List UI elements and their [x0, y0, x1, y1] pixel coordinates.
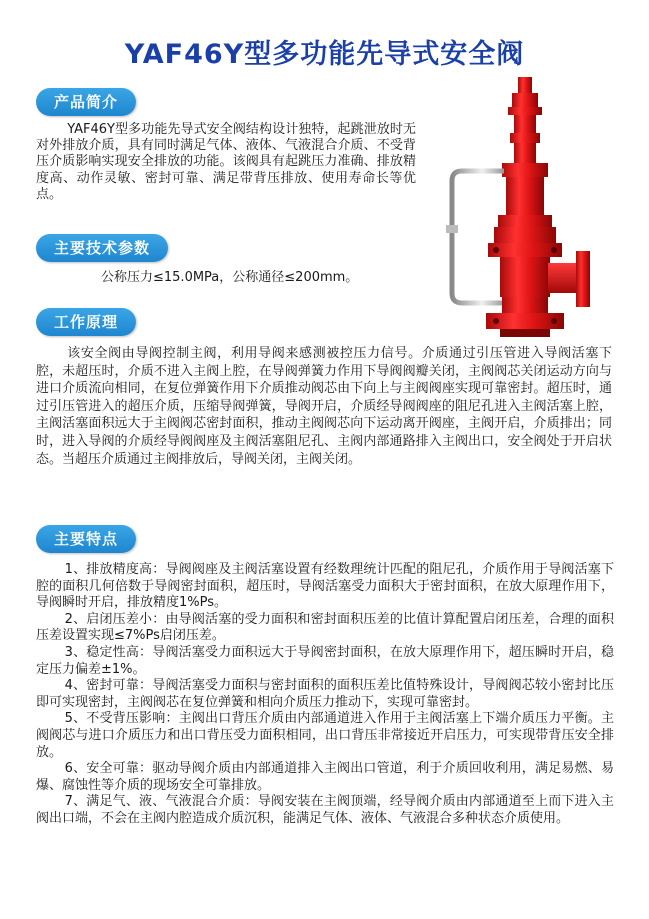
section-heading-params: 主要技术参数 — [36, 234, 168, 262]
feature-item: 4、密封可靠：导阀活塞受力面积与密封面积的面积压差比值特殊设计，导阀阀芯较小密封比压即可实现密封，主阀阀芯在复位弹簧和相向介质压力推动下，实现可靠密封。 — [36, 678, 614, 710]
safety-valve-image — [440, 75, 635, 340]
feature-item: 1、排放精度高：导阀阀座及主阀活塞设置有经数理统计匹配的阻尼孔，介质作用于导阀活塞下腔的面积几何倍数于导阀密封面积，超压时，导阀活塞受力面积大于密封面积，在放大原理作用下，导阀瞬时开启，排放精度1%Ps。 — [36, 562, 614, 611]
section-heading-features: 主要特点 — [36, 525, 136, 553]
principle-text: 该安全阀由导阀控制主阀，利用导阀来感测被控压力信号。介质通过引压管进入导阀活塞下腔，未超压时，介质不进入主阀上腔，在导阀弹簧力作用下导阀阀瓣关闭，主阀阀芯关闭运动方向与进口介质流向相同，在复位弹簧作用下介质推动阀芯由下向上与主阀阀座实现可靠密封。超压时，通过引压管进入的超压介质，压缩导阀弹簧，导阀开启，介质经导阀阀座的阻尼孔进入主阀活塞上腔，主阀活塞面积远大于主阀阀芯密封面积，推动主阀阀芯向下运动离开阀座，主阀开启，介质排出；同时，进入导阀的介质经导阀阀座及主阀活塞阻尼孔、主阀内部通路排入主阀出口，安全阀处于开启状态。当超压介质通过主阀排放后，导阀关闭，主阀关闭。 — [36, 346, 612, 467]
section-heading-intro: 产品简介 — [36, 88, 136, 116]
feature-item: 6、安全可靠：驱动导阀介质由内部通道排入主阀出口管道，利于介质回收利用，满足易燃、易爆、腐蚀性等介质的现场安全可靠排放。 — [36, 761, 614, 793]
feature-item: 3、稳定性高：导阀活塞受力面积远大于导阀密封面积，在放大原理作用下，超压瞬时开启，稳定压力偏差±1%。 — [36, 644, 614, 677]
section-heading-principle: 工作原理 — [36, 308, 136, 336]
feature-item: 2、启闭压差小：由导阀活塞的受力面积和密封面积压差的比值计算配置启闭压差，合理的面积压差设置实现≤7%Ps启闭压差。 — [36, 611, 614, 644]
features-list — [36, 562, 614, 828]
page-title: YAF46Y型多功能先导式安全阀 — [124, 39, 525, 70]
intro-text: YAF46Y型多功能先导式安全阀结构设计独特，起跳泄放时无对外排放介质，具有同时满足气体、液体、气液混合介质、不受背压介质影响实现安全排放的功能。该阀具有起跳压力准确、排放精度高、动作灵敏、密封可靠、满足带背压排放、使用寿命长等优点。 — [36, 122, 416, 202]
params-text: 公称压力≤15.0MPa，公称通径≤200mm。 — [101, 270, 359, 285]
feature-item: 5、不受背压影响：主阀出口背压介质由内部通道进入作用于主阀活塞上下端介质压力平衡。主阀阀芯与进口介质压力和出口背压受力面积相同，出口背压非常接近开启压力，可实现带背压安全排放。 — [36, 711, 614, 760]
feature-item: 7、满足气、液、气液混合介质：导阀安装在主阀顶端，经导阀介质由内部通道至上而下进入主阀出口端，不会在主阀内腔造成介质沉积，能满足气体、液体、气液混合多种状态介质使用。 — [36, 794, 614, 826]
